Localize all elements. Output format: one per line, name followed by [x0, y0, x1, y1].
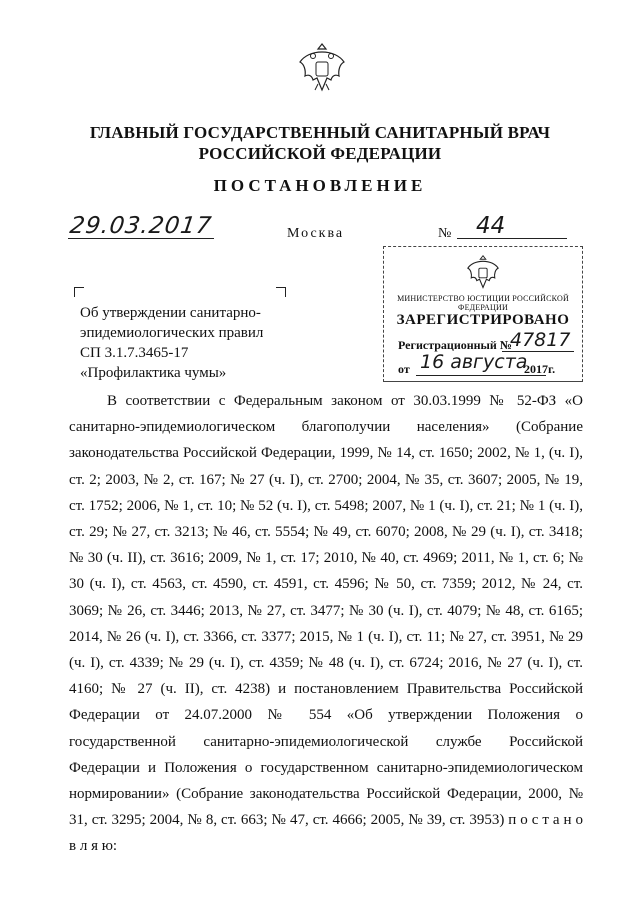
date-underline: [68, 238, 214, 239]
stamp-date: 16 августа: [420, 351, 528, 373]
stamp-ministry: МИНИСТЕРСТВО ЮСТИЦИИ РОССИЙСКОЙ ФЕДЕРАЦИИ: [397, 294, 569, 312]
stamp-registration-number: 47817: [510, 329, 571, 351]
stamp-registration-label: Регистрационный №: [398, 338, 512, 352]
document-date: 29.03.2017: [68, 213, 214, 239]
stamp-date-underline: [416, 375, 546, 376]
subject-line: СП 3.1.7.3465-17: [80, 345, 189, 361]
subject-bracket-right: [276, 287, 286, 297]
coat-of-arms-icon: [464, 253, 502, 293]
issuer-title: ГЛАВНЫЙ ГОСУДАРСТВЕННЫЙ САНИТАРНЫЙ ВРАЧ: [89, 123, 551, 142]
stamp-from-label: от: [398, 362, 410, 376]
stamp-year: 2017г.: [524, 362, 556, 376]
coat-of-arms-icon: [296, 40, 348, 98]
number-underline: [457, 238, 567, 239]
document-city: Москва: [287, 226, 345, 241]
registration-stamp: [383, 246, 583, 382]
number-sign: №: [438, 226, 452, 241]
document-type: ПОСТАНОВЛЕНИЕ: [213, 176, 427, 195]
subject-line: «Профилактика чумы»: [80, 365, 227, 381]
subject-line: Об утверждении санитарно-: [80, 305, 261, 321]
issuer-title-line2: РОССИЙСКОЙ ФЕДЕРАЦИИ: [198, 144, 442, 163]
subject-bracket-left: [74, 287, 84, 297]
subject-line: эпидемиологических правил: [80, 325, 264, 341]
body-text: [69, 388, 583, 860]
document-number: 44: [476, 213, 506, 239]
stamp-registered: ЗАРЕГИСТРИРОВАНО: [396, 312, 570, 328]
body-paragraph: В соответствии с Федеральным законом от 30.03.1999 № 52-ФЗ «О санитарно-эпидемиологическом благополучии населения» (Собрание законодательства Российской Федерации, 1999, № 14, ст. 1650; 2002, № 1, (ч. I), ст. 2; 2003, № 2, ст. 167; № 27 (ч. I), ст. 2700; 2004, № 35, ст. 3607; 2005, № 19, ст. 1752; 2006, № 1, ст. 10; № 52 (ч. I), ст. 5498; 2007, № 1 (ч. I), ст. 21; № 1 (ч. I), ст. 29; № 27, ст. 3213; № 46, ст. 5554; № 49, ст. 6070; 2008, № 29 (ч. I), ст. 3418; № 30 (ч. II), ст. 3616; 2009, № 1, ст. 17; 2010, № 40, ст. 4969; 2011, № 1, ст. 6; № 30 (ч. I), ст. 4563, ст. 4590, ст. 4591, ст. 4596; № 50, ст. 7359; 2012, № 24, ст. 3069; № 26, ст. 3446; 2013, № 27, ст. 3477; № 30 (ч. I), ст. 4079; № 48, ст. 6165; 2014, № 26 (ч. I), ст. 3366, ст. 3377; 2015, № 1 (ч. I), ст. 11; № 27, ст. 3951, № 29 (ч. I), ст. 4339; № 29 (ч. I), ст. 4359; № 48 (ч. I), ст. 6724; 2016, № 27 (ч. I), ст. 4160; № 27 (ч. II), ст. 4238) и постановлением Правительства Российской Федерации от 24.07.2000 № 554 «Об утверждении Положения о государственной санитарно-эпидемиологической службе Российской Федерации и Положения о государственном санитарно-эпидемиологическом нормировании» (Собрание законодательства Российской Федерации, 2000, № 31, ст. 3295; 2004, № 8, ст. 663; № 47, ст. 4666; 2005, № 39, ст. 3953) п о с т а н о в л я ю:: [69, 393, 583, 855]
